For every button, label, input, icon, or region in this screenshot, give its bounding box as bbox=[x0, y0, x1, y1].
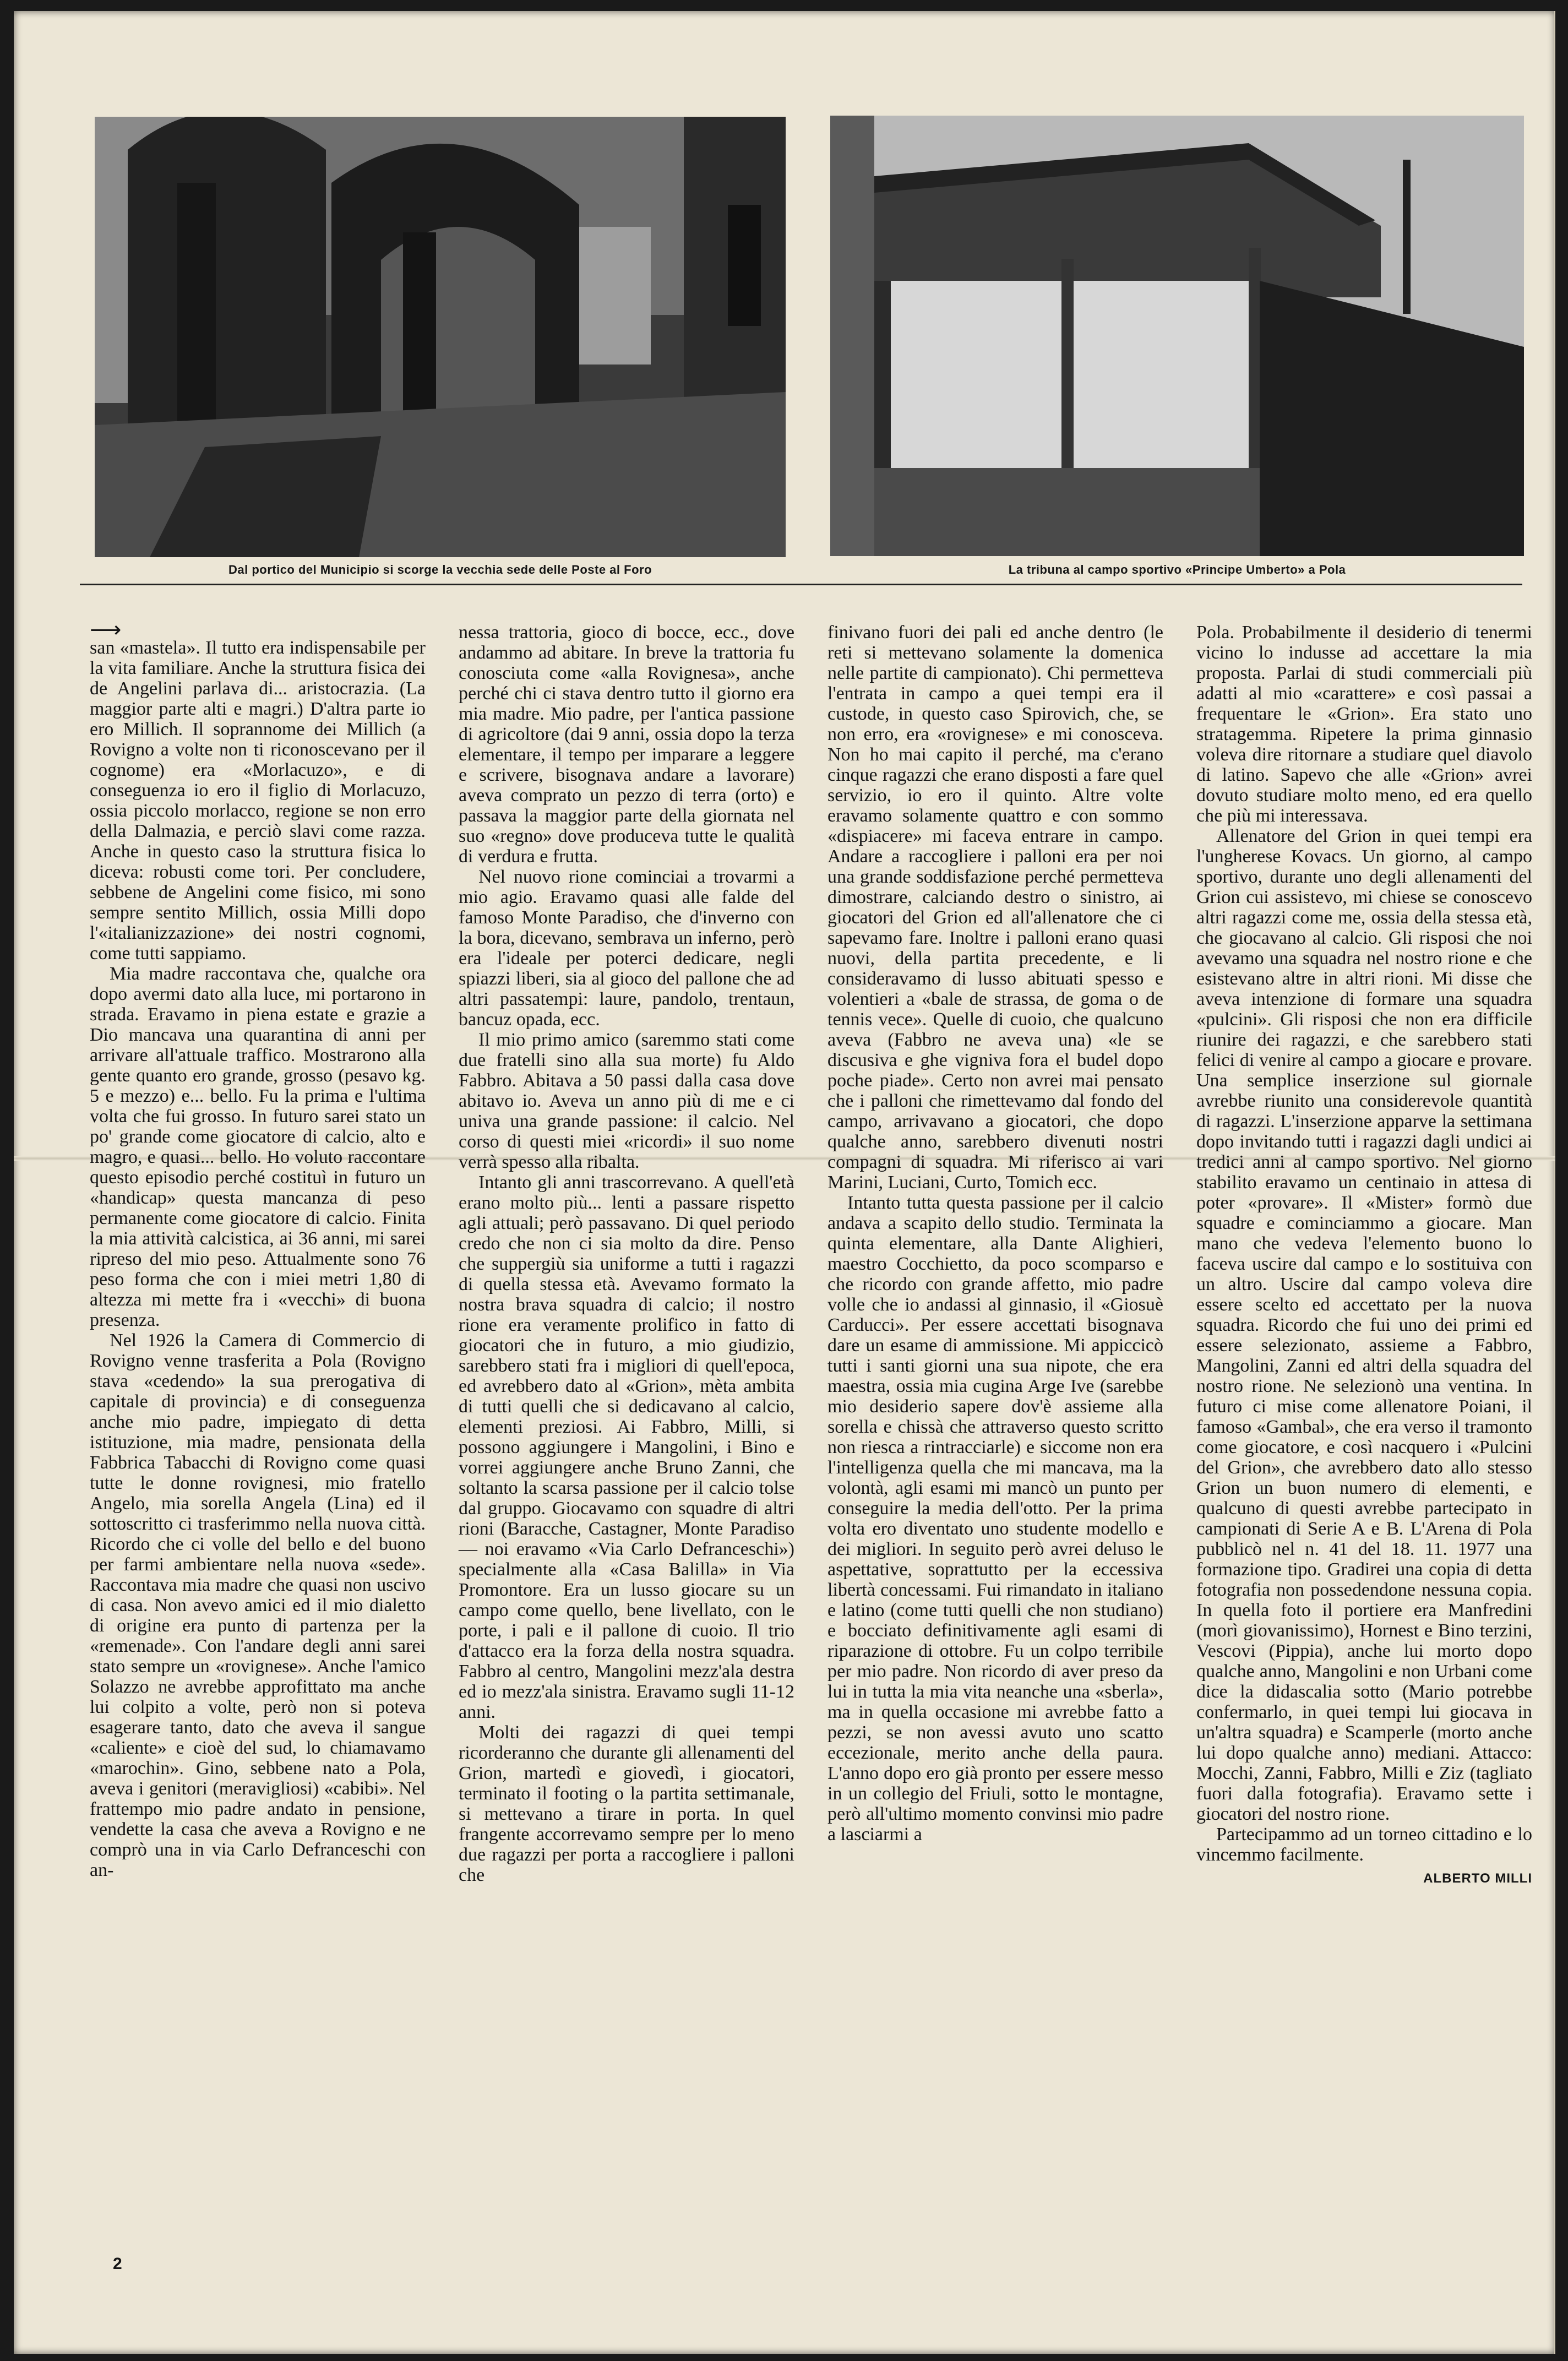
newspaper-page bbox=[14, 11, 1555, 2354]
page-edge bbox=[1554, 11, 1555, 2354]
horizontal-rule bbox=[80, 584, 1522, 585]
author-signature: ALBERTO MILLI bbox=[1423, 1871, 1532, 1886]
text-column-1 bbox=[90, 617, 426, 1880]
text-column-2 bbox=[459, 622, 794, 1885]
text-column-3 bbox=[827, 622, 1163, 1845]
continuation-arrow-icon: ⟶ bbox=[90, 617, 122, 643]
paragraph: Mia madre raccontava che, qualche ora dopo avermi dato alla luce, mi portarono in strada. Eravamo in piena estate e grazie a Dio mancava una quarantina di anni per arrivare all'attuale traffico. Mostrarono alla gente quanto ero grande, grosso (pesavo kg. 5 e mezzo) e... bello. Fu la prima e l'ultima volta che fui grosso. In futuro sarei stato un po' grande come giocatore di calcio, alto e magro, e quasi... bello. Ho voluto raccontare questo episodio perché costituì in futuro un «handicap» questa mancanza di peso permanente come giocatore di calcio. Finita la mia attività calcistica, ai 36 anni, mi sarei ripreso del mio peso. Attualmente sono 76 peso forma che con i miei metri 1,80 di altezza mi mette fra i «vecchi» di buona presenza. bbox=[90, 964, 426, 1330]
photo-tribuna-campo-sportivo bbox=[830, 116, 1524, 556]
paragraph: Intanto tutta questa passione per il calcio andava a scapito dello studio. Terminata la quinta elementare, alla Dante Alighieri, maestro Cocchietto, da poco scomparso e che ricordo con grande affetto, mio padre volle che io andassi al ginnasio, il «Giosuè Carducci». Per essere accettati bisognava dare un esame di ammissione. Mi appiccicò tutti i santi giorni una sua nipote, che era maestra, ossia mia cugina Arge Ive (sarebbe mio desiderio sapere dov'è assieme alla sorella e chissà che attraverso questo scritto non riesca a rintracciarle) e siccome non era l'intelligenza quella che mi mancava, ma la volontà, agli esami mi mancò un punto per conseguire la media dell'otto. Per la prima volta ero diventato uno studente modello e dei migliori. In seguito però avrei deluso le aspettative, soprattutto per la eccessiva libertà concessami. Fui rimandato in italiano e latino (come tutti quelli che non studiano) e bocciato definitivamente agli esami di riparazione di ottobre. Fu un colpo terribile per mio padre. Non ricordo di aver preso da lui in tutta la mia vita neanche una «sberla», ma in quella occasione mi avrebbe fatto a pezzi, se non avessi avuto uno scatto eccezionale, merito anche della paura. L'anno dopo ero già pronto per essere messo in un collegio del Friuli, sotto le montagne, però all'ultimo momento convinsi mio padre a lasciarmi a bbox=[827, 1193, 1163, 1845]
paragraph: Nel nuovo rione cominciai a trovarmi a mio agio. Eravamo quasi alle falde del famoso Monte Paradiso, che d'inverno con la bora, dicevano, sembrava un inferno, però era l'ideale per poterci dedicare, negli spiazzi liberi, sia al gioco del pallone che ad altri passatempi: laure, pandolo, trentaun, bancuz opada, ecc. bbox=[459, 867, 794, 1030]
paragraph: Nel 1926 la Camera di Commercio di Rovigno venne trasferita a Pola (Rovigno stava «cedendo» la sua prerogativa di capitale di provincia) e di conseguenza anche mio padre, impiegato di detta istituzione, mia madre, pensionata della Fabbrica Tabacchi di Rovigno come quasi tutte le donne rovignesi, mio fratello Angelo, mia sorella Angela (Lina) ed il sottoscritto ci trasferimmo nella nuova città. Ricordo che ci volle del bello e del buono per farmi ambientare nella nuova «sede». Raccontava mia madre che quasi non uscivo di casa. Non avevo amici ed il mio dialetto di origine era punto di partenza per la «remenade». Con l'andare degli anni sarei stato sempre un «rovignese». Anche l'amico Solazzo ne avrebbe approfittato ma anche lui colpito a volte, però non si poteva esagerare tanto, dato che aveva il sangue «caliente» e cioè del sud, lo chiamavamo «marochin». Gino, sebbene nato a Pola, aveva i genitori (meravigliosi) «cabibi». Nel frattempo mio padre andato in pensione, vendette la casa che aveva a Rovigno e ne comprò una in via Carlo Defranceschi con an- bbox=[90, 1330, 426, 1880]
paragraph: Partecipammo ad un torneo cittadino e lo vincemmo facilmente. bbox=[1196, 1824, 1532, 1865]
paragraph: Il mio primo amico (saremmo stati come due fratelli sino alla sua morte) fu Aldo Fabbro. Abitava a 50 passi dalla casa dove abitavo io. Aveva un anno più di me e ci univa una grande passione: il calcio. Nel corso di questi miei «ricordi» il suo nome verrà spesso alla ribalta. bbox=[459, 1030, 794, 1172]
paragraph: Allenatore del Grion in quei tempi era l'ungherese Kovacs. Un giorno, al campo sportivo, durante uno degli allenamenti del Grion cui assistevo, mi chiese se conoscevo altri ragazzi come me, ossia della stessa età, che giocavano al calcio. Gli risposi che noi avevamo una squadra nel nostro rione e che esistevano altre in altri rioni. Mi disse che aveva intenzione di formare una squadra «pulcini». Gli risposi che non era difficile riunire dei ragazzi, e che sarebbero stati felici di venire al campo a giocare e provare. Una semplice inserzione sul giornale avrebbe riunito una considerevole quantità di ragazzi. L'inserzione apparve la settimana dopo invitando tutti i ragazzi dagli undici ai tredici anni al campo sportivo. Nel giorno stabilito eravamo un centinaio in attesa di poter «provare». Il «Mister» formò due squadre e cominciammo a giocare. Man mano che vedeva l'elemento buono lo faceva uscire dal campo e lo sostituiva con un altro. Uscire dal campo voleva dire essere scelto ed accettato per la nuova squadra. Ricordo che fui uno dei primi ed essere selezionato, assieme a Fabbro, Mangolini, Zanni ed altri della squadra del nostro rione. Ne selezionò una ventina. In futuro ci mise come allenatore Poiani, il famoso «Gambal», che era verso il tramonto come giocatore, e così nacquero i «Pulcini del Grion», che avrebbero dato allo stesso Grion un buon numero di elementi, e qualcuno di questi avrebbe partecipato in campionati di Serie A e B. L'Arena di Pola pubblicò nel n. 41 del 18. 11. 1977 una formazione tipo. Gradirei una copia di detta fotografia non possedendone nessuna copia. In quella foto il portiere era Manfredini (morì giovanissimo), Hornest e Bino terzini, Vescovi (Pippia), anche lui morto dopo qualche anno, Mangolini e non Urbani come dice la didascalia sotto (Mario potrebbe confermarlo, in quei tempi lui giocava in un'altra squadra) e Scamperle (morto anche lui dopo qualche anno) mediani. Attacco: Mocchi, Zanni, Fabbro, Milli e Ziz (tagliato fuori dalla fotografia). Eravamo sette i giocatori del nostro rione. bbox=[1196, 826, 1532, 1824]
photo-portico-municipio bbox=[95, 117, 786, 557]
photo-caption-right: La tribuna al campo sportivo «Principe Umberto» a Pola bbox=[1008, 563, 1346, 576]
paragraph: nessa trattoria, gioco di bocce, ecc., dove andammo ad abitare. In breve la trattoria fu conosciuta come «alla Rovignesa», anche perché chi ci stava dentro tutto il giorno era mia madre. Mio padre, per l'antica passione di agricoltore (dai 9 anni, ossia dopo la terza elementare, il tempo per imparare a leggere e scrivere, bisognava andare a lavorare) aveva comprato un pezzo di terra (orto) e passava la maggior parte della giornata nel suo «regno» dove produceva tutte le qualità di verdura e frutta. bbox=[459, 622, 794, 867]
page-number: 2 bbox=[113, 2255, 122, 2273]
paragraph: Molti dei ragazzi di quei tempi ricorderanno che durante gli allenamenti del Grion, martedì e giovedì, i giocatori, terminato il footing o la partita settimanale, si mettevano a tirare in porta. In quel frangente accorrevamo sempre per lo meno due ragazzi per porta a raccogliere i palloni che bbox=[459, 1722, 794, 1885]
text-column-4 bbox=[1196, 622, 1532, 1889]
paragraph: Pola. Probabilmente il desiderio di tenermi vicino lo indusse ad accettare la mia proposta. Parlai di studi commerciali più adatti al mio «carattere» e così passai a frequentare le «Grion». Era stato uno stratagemma. Ripetere la prima ginnasio voleva dire ritornare a studiare quel diavolo di latino. Sapevo che alle «Grion» avrei dovuto studiare molto meno, ed era quello che più mi interessava. bbox=[1196, 622, 1532, 826]
paragraph: Intanto gli anni trascorrevano. A quell'età erano molto più... lenti a passare rispetto agli attuali; però passavano. Di quel periodo credo che non ci sia molto da dire. Penso che suppergiù sia uniforme a tutti i ragazzi di quella stessa età. Avevamo formato la nostra brava squadra di calcio; il nostro rione era veramente prolifico in fatto di giocatori che in futuro, a mio giudizio, sarebbero stati fra i migliori di quell'epoca, ed avrebbero dato al «Grion», mèta ambita di tutti quelli che si dedicavano al calcio, elementi preziosi. Ai Fabbro, Milli, si possono aggiungere i Mangolini, i Bino e vorrei aggiungere anche Bruno Zanni, che soltanto la scarsa passione per il calcio tolse dal gruppo. Giocavamo con squadre di altri rioni (Baracche, Castagner, Monte Paradiso — noi eravamo «Via Carlo Defranceschi») specialmente alla «Casa Balilla» in Via Promontore. Era un lusso giocare su un campo come quello, bene livellato, con le porte, i pali e il pallone di cuoio. Il trio d'attacco era la forza della nostra squadra. Fabbro al centro, Mangolini mezz'ala destra ed io mezz'ala sinistra. Eravamo sugli 11-12 anni. bbox=[459, 1172, 794, 1722]
paragraph: san «mastela». Il tutto era indispensabile per la vita familiare. Anche la struttura fisica dei de Angelini parlava di... aristocrazia. (La maggior parte alti e magri.) D'altra parte io ero Millich. Il soprannome dei Millich (a Rovigno a volte non ti riconoscevano per il cognome) era «Morlacuzo», e di conseguenza io ero il figlio di Morlacuzo, ossia piccolo morlacco, regione se non erro della Dalmazia, e perciò slavi come razza. Anche in questo caso la struttura fisica lo diceva: robusti come tori. Per concludere, sebbene de Angelini come fisico, mi sono sempre sentito Millich, ossia Milli dopo l'«italianizzazione» dei nostri cognomi, come tutti sappiamo. bbox=[90, 638, 426, 964]
paragraph: finivano fuori dei pali ed anche dentro (le reti si mettevano solamente la domenica nelle partite di campionato). Chi permetteva l'entrata in campo a quei tempi era il custode, in questo caso Spirovich, che, se non erro, era «rovignese» e mi conosceva. Non ho mai capito il perché, ma c'erano cinque ragazzi che erano disposti a fare quel servizio, io ero il quinto. Altre volte eravamo solamente quattro e con sommo «dispiacere» mi faceva entrare in campo. Andare a raccogliere i palloni era per noi una grande soddisfazione perché permetteva dimostrare, calciando destro o sinistro, ai giocatori del Grion ed all'allenatore che ci sapevamo fare. Inoltre i palloni erano quasi nuovi, della partita precedente, e li consideravamo di lusso abituati spesso e volentieri a «bale de strassa, de goma o de tennis vece». Quelle di cuoio, che qualcuno aveva (Fabbro ne aveva una) «le se discusiva e ghe vigniva fora el budel dopo poche piade». Certo non avrei mai pensato che i palloni che rimettevamo dal fondo del campo, arrivavano a giocatori, che dopo qualche anno, sarebbero divenuti nostri compagni di squadra. Mi riferisco ai vari Marini, Luciani, Curto, Tomich ecc. bbox=[827, 622, 1163, 1193]
photo-caption-left: Dal portico del Municipio si scorge la vecchia sede delle Poste al Foro bbox=[228, 563, 652, 576]
